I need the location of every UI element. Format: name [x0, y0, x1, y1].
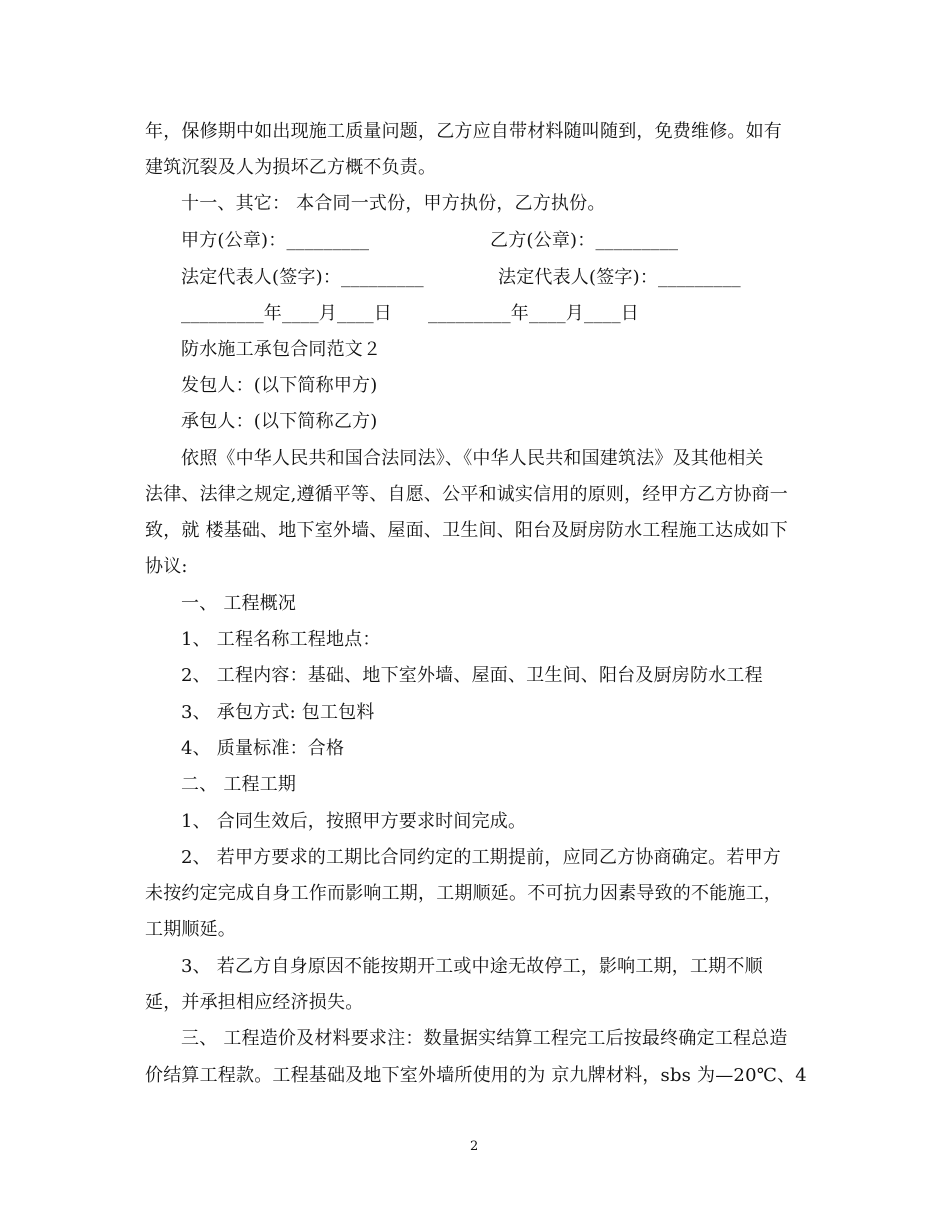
text-line: 依照《中华人民共和国合法同法》、《中华人民共和国建筑法》及其他相关 [181, 448, 764, 469]
text-line: 承包人：(以下简称乙方) [181, 411, 378, 432]
text-line: 2、 工程内容：基础、地下室外墙、屋面、卫生间、阳台及厨房防水工程 [181, 665, 763, 686]
text-line: 3、 承包方式: 包工包料 [181, 702, 375, 723]
text-line: 2、 若甲方要求的工期比合同约定的工期提前，应同乙方协商确定。若甲方 [181, 847, 781, 868]
text-line: 1、 工程名称工程地点： [181, 629, 381, 650]
party-b-representative-line: 法定代表人(签字)：_________ [498, 267, 741, 288]
party-a-representative-line: 法定代表人(签字)：_________ [181, 267, 424, 288]
party-b-seal-line: 乙方(公章)：_________ [490, 230, 679, 251]
page-number: 2 [470, 1139, 479, 1154]
text-line: 建筑沉裂及人为损坏乙方概不负责。 [145, 157, 437, 178]
text-line: 协议: [145, 556, 188, 577]
text-line: 3、 若乙方自身原因不能按期开工或中途无故停工，影响工期，工期不顺 [181, 956, 763, 977]
text-line: 延，并承担相应经济损失。 [145, 992, 364, 1013]
text-line: 发包人：(以下简称甲方) [181, 375, 378, 396]
text-line: 1、 合同生效后，按照甲方要求时间完成。 [181, 811, 527, 832]
text-line: 致，就 楼基础、地下室外墙、屋面、卫生间、阳台及厨房防水工程施工达成如下 [145, 520, 788, 541]
text-line: 年，保修期中如出现施工质量问题，乙方应自带材料随叫随到，免费维修。如有 [145, 121, 782, 142]
text-line: 价结算工程款。工程基础及地下室外墙所使用的为 京九牌材料，sbs 为—20℃、4 [145, 1065, 807, 1086]
section-heading: 三、 工程造价及材料要求注：数量据实结算工程完工后按最终确定工程总造 [181, 1028, 788, 1049]
party-a-date-line: _________年____月____日 [181, 303, 392, 324]
party-a-seal-line: 甲方(公章)：_________ [181, 230, 370, 251]
text-line: 法律、法律之规定,遵循平等、自愿、公平和诚实信用的原则，经甲方乙方协商一 [145, 484, 788, 505]
party-b-date-line: _________年____月____日 [428, 303, 639, 324]
section-heading: 二、 工程工期 [181, 774, 297, 795]
text-line: 未按约定完成自身工作而影响工期，工期顺延。不可抗力因素导致的不能施工， [145, 883, 782, 904]
section-title: 防水施工承包合同范文２ [181, 339, 382, 360]
section-heading: 一、 工程概况 [181, 593, 297, 614]
text-line: 十一、其它： 本合同一式份，甲方执份，乙方执份。 [181, 193, 606, 214]
text-line: 工期顺延。 [145, 919, 236, 940]
text-line: 4、 质量标准：合格 [181, 738, 345, 759]
